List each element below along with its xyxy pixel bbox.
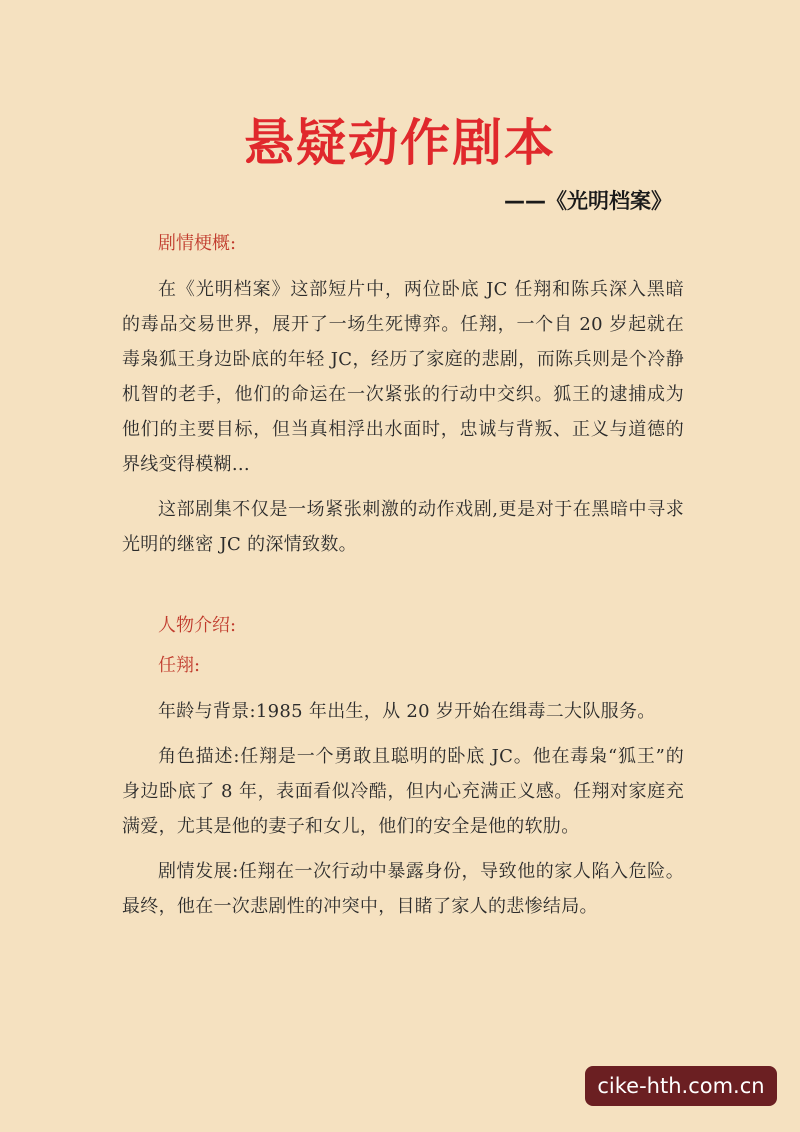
character-name: 任翔: [158,655,201,676]
synopsis-paragraph: 在《光明档案》这部短片中，两位卧底 JC 任翔和陈兵深入黑暗的毒品交易世界，展开了一场生死博弈。任翔，一个自 20 岁起就在毒枭狐王身边卧底的年轻 JC，经历了家庭的悲剧，而陈兵则是个冷静机智的老手，他们的命运在一次紧张的行动中交织。狐王的逮捕成为他们的主要目标，但当真相浮出水面时，忠诚与背叛、正义与道德的界线变得模糊… [122,279,684,475]
synopsis-paragraph: 这部剧集不仅是一场紧张刺激的动作戏剧,更是对于在黑暗中寻求光明的继密 JC 的深情致数。 [122,499,684,555]
document-subtitle: ——《光明档案》 [504,189,672,213]
document-body [122,226,684,924]
synopsis-heading: 剧情梗概: [158,233,237,254]
character-paragraph: 剧情发展:任翔在一次行动中暴露身份，导致他的家人陷入危险。最终，他在一次悲剧性的冲突中，目睹了家人的悲惨结局。 [122,861,684,917]
site-watermark: cike-hth.com.cn [585,1066,777,1106]
characters-heading: 人物介绍: [158,615,237,636]
document-title: 悬疑动作剧本 [244,114,556,172]
character-paragraph: 年龄与背景:1985 年出生，从 20 岁开始在缉毒二大队服务。 [158,701,656,722]
character-paragraph: 角色描述:任翔是一个勇敢且聪明的卧底 JC。他在毒枭“狐王”的身边卧底了 8 年，表面看似冷酷，但内心充满正义感。任翔对家庭充满爱，尤其是他的妻子和女儿，他们的安全是他的软肋。 [122,746,684,837]
